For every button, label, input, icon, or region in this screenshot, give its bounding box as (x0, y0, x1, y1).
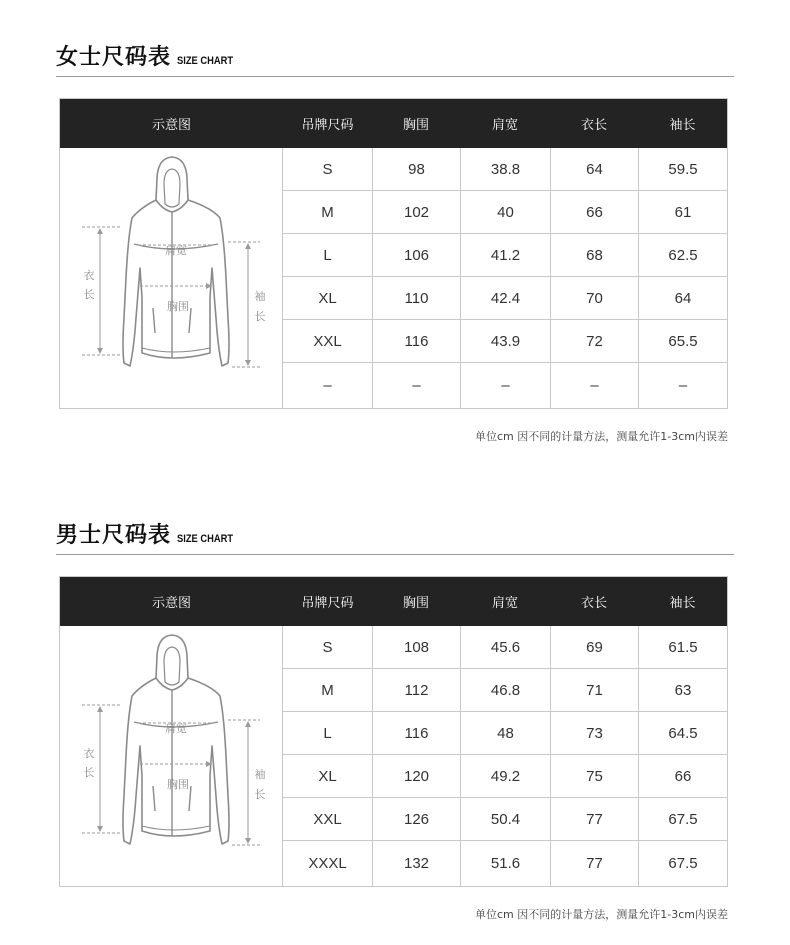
cell-chest: 116 (372, 712, 460, 754)
cell-chest: 116 (372, 320, 460, 362)
cell-sleeve: 67.5 (638, 841, 727, 886)
diagram-label-chest: 胸围 (167, 778, 189, 791)
cell-sleeve: 63 (638, 669, 727, 711)
table-row (283, 234, 727, 277)
diagram-label-sleeve-2: 长 (254, 310, 266, 323)
header-shoulder: 肩宽 (491, 118, 518, 133)
cell-chest: 120 (372, 755, 460, 797)
cell-sleeve: 59.5 (638, 148, 727, 190)
table-row (283, 669, 727, 712)
men-title-en: SIZE CHART (177, 533, 234, 545)
jacket-outline-icon (60, 626, 283, 886)
cell-shoulder: 50.4 (460, 798, 550, 840)
header-sleeve: 袖长 (669, 596, 696, 611)
cell-length: 72 (550, 320, 638, 362)
cell-size: XL (318, 289, 337, 307)
cell-chest: 112 (372, 669, 460, 711)
header-length: 衣长 (580, 596, 607, 611)
table-row (283, 755, 727, 798)
cell-size: XXXL (308, 855, 347, 872)
men-size-table (59, 576, 728, 887)
diagram-label-chest: 胸围 (167, 300, 189, 313)
cell-chest: – (372, 363, 460, 408)
table-row (283, 363, 727, 408)
cell-shoulder: 45.6 (460, 626, 550, 668)
cell-sleeve: 64 (638, 277, 727, 319)
cell-length: – (550, 363, 638, 408)
cell-shoulder: 46.8 (460, 669, 550, 711)
cell-shoulder: 43.9 (460, 320, 550, 362)
cell-chest: 132 (372, 841, 460, 886)
women-measurement-note: 单位cm 因不同的计量方法，测量允许1-3cm内误差 (475, 430, 728, 443)
cell-sleeve: – (638, 363, 727, 408)
cell-sleeve: 65.5 (638, 320, 727, 362)
cell-shoulder: 51.6 (460, 841, 550, 886)
women-title-cn: 女士尺码表 (56, 45, 172, 70)
men-table-header (60, 577, 727, 626)
table-row (283, 626, 727, 669)
cell-chest: 106 (372, 234, 460, 276)
cell-length: 77 (550, 798, 638, 840)
cell-shoulder: 40 (460, 191, 550, 233)
cell-sleeve: 61.5 (638, 626, 727, 668)
cell-size: L (323, 246, 332, 264)
cell-length: 64 (550, 148, 638, 190)
men-title (56, 518, 243, 549)
women-title-divider (56, 76, 734, 77)
cell-length: 69 (550, 626, 638, 668)
men-measurement-note: 单位cm 因不同的计量方法，测量允许1-3cm内误差 (475, 908, 728, 921)
header-tag-size: 吊牌尺码 (301, 118, 354, 133)
women-title-en: SIZE CHART (177, 55, 234, 67)
women-table-body (283, 148, 727, 408)
diagram-label-sleeve-1: 袖 (254, 768, 266, 781)
table-row (283, 148, 727, 191)
women-jacket-diagram (60, 148, 283, 408)
cell-length: 66 (550, 191, 638, 233)
header-chest: 胸围 (402, 596, 429, 611)
cell-size: L (323, 724, 332, 742)
men-title-cn: 男士尺码表 (56, 523, 172, 548)
cell-length: 75 (550, 755, 638, 797)
header-shoulder: 肩宽 (491, 596, 518, 611)
diagram-label-sleeve-2: 长 (254, 788, 266, 801)
table-row (283, 277, 727, 320)
cell-shoulder: 41.2 (460, 234, 550, 276)
women-title (56, 40, 243, 71)
cell-chest: 98 (372, 148, 460, 190)
men-title-divider (56, 554, 734, 555)
table-row (283, 320, 727, 363)
diagram-label-sleeve-1: 袖 (254, 290, 266, 303)
cell-shoulder: 48 (460, 712, 550, 754)
diagram-label-shoulder: 肩宽 (165, 244, 187, 257)
header-length: 衣长 (580, 118, 607, 133)
cell-shoulder: 49.2 (460, 755, 550, 797)
cell-sleeve: 62.5 (638, 234, 727, 276)
cell-length: 68 (550, 234, 638, 276)
header-tag-size: 吊牌尺码 (301, 596, 354, 611)
cell-chest: 126 (372, 798, 460, 840)
diagram-label-shoulder: 肩宽 (165, 722, 187, 735)
cell-size: M (321, 203, 334, 221)
diagram-label-length-1: 衣 (83, 269, 95, 282)
cell-sleeve: 64.5 (638, 712, 727, 754)
cell-size: – (323, 377, 332, 394)
table-row (283, 191, 727, 234)
women-size-table (59, 98, 728, 409)
cell-length: 73 (550, 712, 638, 754)
jacket-outline-icon (60, 148, 283, 408)
table-row (283, 841, 727, 886)
cell-shoulder: 42.4 (460, 277, 550, 319)
cell-size: XL (318, 767, 337, 785)
table-row (283, 798, 727, 841)
diagram-label-length-1: 衣 (83, 747, 95, 760)
cell-size: XXL (313, 332, 342, 350)
cell-shoulder: 38.8 (460, 148, 550, 190)
cell-chest: 110 (372, 277, 460, 319)
cell-size: XXL (313, 810, 342, 828)
header-chest: 胸围 (402, 118, 429, 133)
table-row (283, 712, 727, 755)
diagram-label-length-2: 长 (83, 766, 95, 779)
women-table-header (60, 99, 727, 148)
cell-size: S (322, 638, 333, 656)
header-diagram: 示意图 (151, 118, 191, 133)
diagram-label-length-2: 长 (83, 288, 95, 301)
cell-sleeve: 67.5 (638, 798, 727, 840)
header-diagram: 示意图 (151, 596, 191, 611)
cell-length: 77 (550, 841, 638, 886)
men-jacket-diagram (60, 626, 283, 886)
cell-chest: 108 (372, 626, 460, 668)
cell-length: 70 (550, 277, 638, 319)
cell-length: 71 (550, 669, 638, 711)
cell-size: M (321, 681, 334, 699)
men-table-body (283, 626, 727, 886)
header-sleeve: 袖长 (669, 118, 696, 133)
cell-chest: 102 (372, 191, 460, 233)
cell-size: S (322, 160, 333, 178)
cell-sleeve: 66 (638, 755, 727, 797)
cell-sleeve: 61 (638, 191, 727, 233)
cell-shoulder: – (460, 363, 550, 408)
